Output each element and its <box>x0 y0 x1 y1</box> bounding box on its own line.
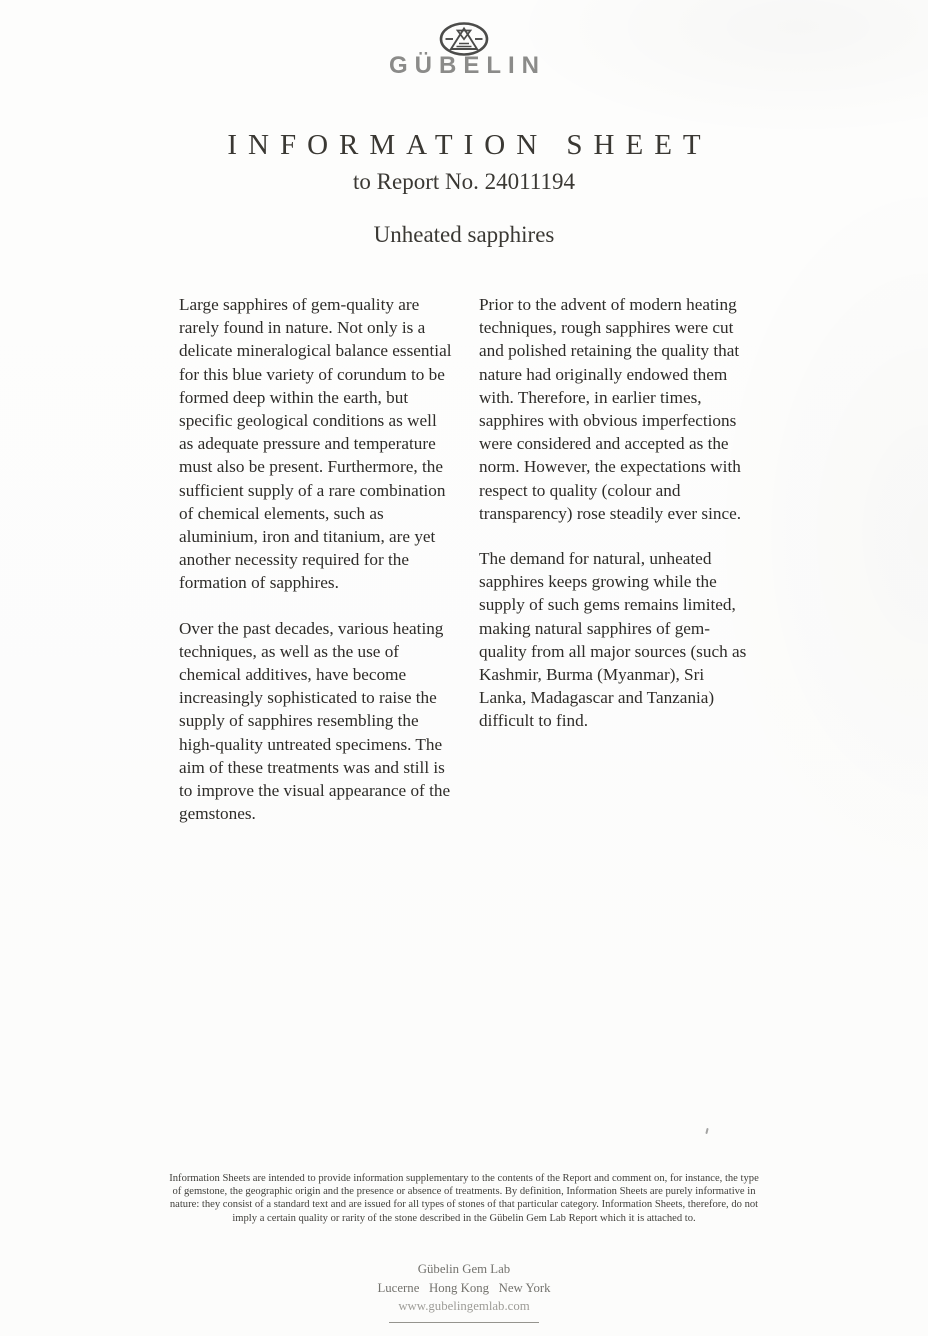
left-column-paragraph-2: Over the past decades, various heating techniques, as well as the use of chemical additives, have become increasingly sophisticated to raise the supply of sapphires resembling the high-quality untreated specimens. The aim of these treatments was and still is to improve the visual appearance of the gemstones. <box>179 618 451 824</box>
report-number: to Report No. 24011194 <box>353 169 575 194</box>
brand-wordmark: GÜBELIN <box>389 52 546 79</box>
left-column-paragraph-1: Large sapphires of gem-quality are rarely found in nature. Not only is a delicate mineralogical balance essential for this blue variety of corundum to be formed deep within the earth, but specific geological conditions as well as adequate pressure and temperature must also be present. Furthermore, the sufficient supply of a rare combination of chemical elements, such as aluminium, iron and titanium, are yet another necessity required for the formation of sapphires. <box>179 295 452 593</box>
left-column <box>179 293 455 825</box>
lab-website: www.gubelingemlab.com <box>398 1299 530 1313</box>
topic-title: Unheated sapphires <box>373 222 555 247</box>
footer-rule <box>389 1322 539 1323</box>
lab-footer <box>0 1260 928 1323</box>
lab-name: Gübelin Gem Lab <box>417 1262 511 1276</box>
right-column <box>479 293 755 825</box>
lab-locations: Lucerne Hong Kong New York <box>377 1280 551 1295</box>
body-columns <box>179 293 755 825</box>
page-title: INFORMATION SHEET <box>227 129 712 161</box>
disclaimer-text: Information Sheets are intended to provide information supplementary to the contents of the Report and comment on, for instance, the type of gemstone, the geographic origin and the presence or absence of treatments. By definition, Information Sheets are purely informative in nature: they consist of a standard text and are issued for all types of stones of that particular category. Information Sheets, therefore, do not imply a certain quality or rarity of the stone described in the Gübelin Gem Lab Report which it is attached to. <box>169 1173 759 1224</box>
right-column-paragraph-1: Prior to the advent of modern heating techniques, rough sapphires were cut and polished retaining the quality that nature had originally endowed them with. Therefore, in earlier times, sapphires with obvious imperfections were considered and accepted as the norm. However, the expectations with respect to quality (colour and transparency) rose steadily ever since. <box>479 295 741 523</box>
right-column-paragraph-2: The demand for natural, unheated sapphires keeps growing while the supply of such gems remains limited, making natural sapphires of gem-quality from all major sources (such as Kashmir, Burma (Myanmar), Sri Lanka, Madagascar and Tanzania) difficult to find. <box>479 549 747 731</box>
scan-artifact <box>705 1128 708 1134</box>
